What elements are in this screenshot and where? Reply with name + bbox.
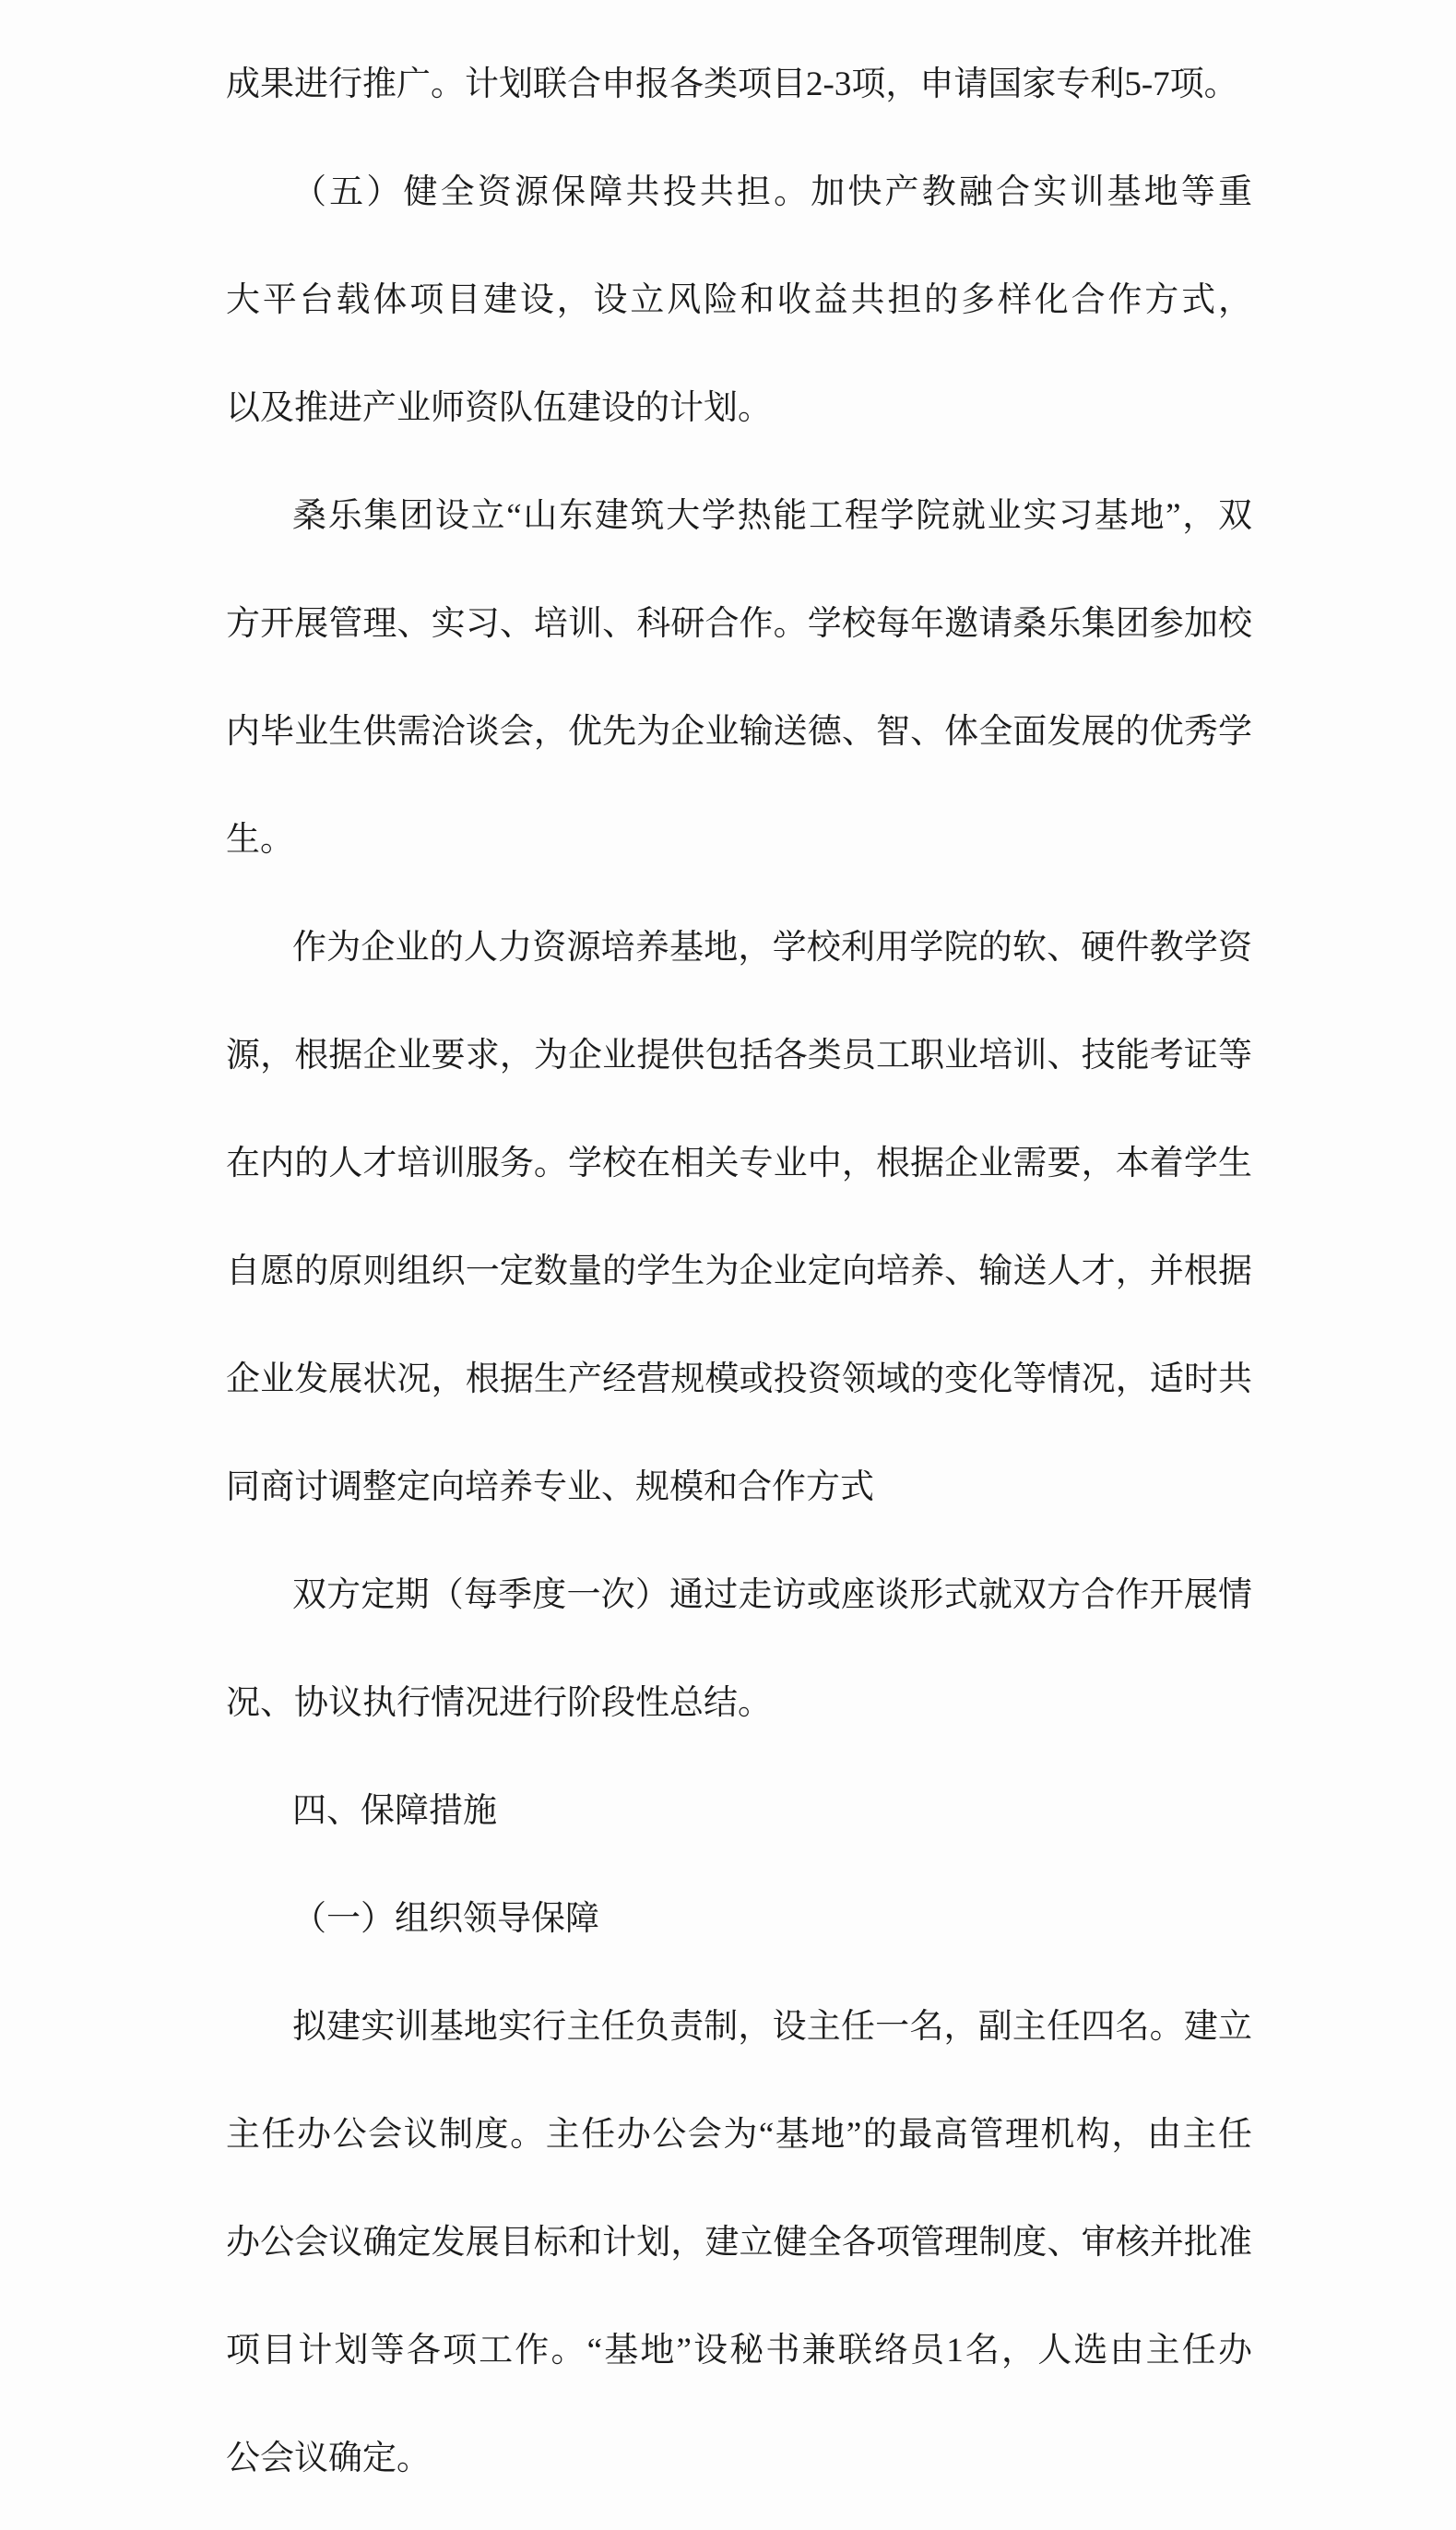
text-line: 作为企业的人力资源培养基地，学校利用学院的软、硬件教学资 [292, 929, 1252, 967]
text-line: 况、协议执行情况进行阶段性总结。 [226, 1684, 772, 1722]
text-line: 桑乐集团设立“山东建筑大学热能工程学院就业实习基地”，双 [292, 497, 1252, 535]
text-line: 方开展管理、实习、培训、科研合作。学校每年邀请桑乐集团参加校 [226, 605, 1252, 643]
text-line: 成果进行推广。计划联合申报各类项目2-3项，申请国家专利5-7项。 [226, 65, 1238, 103]
text-line: 公会议确定。 [226, 2440, 431, 2477]
text-line: 项目计划等各项工作。“基地”设秘书兼联络员1名，人选由主任办 [226, 2332, 1252, 2370]
text-line: 内毕业生供需洽谈会，优先为企业输送德、智、体全面发展的优秀学 [226, 713, 1252, 751]
text-line: （五）健全资源保障共投共担。加快产教融合实训基地等重 [292, 173, 1252, 211]
text-line: 拟建实训基地实行主任负责制，设主任一名，副主任四名。建立 [292, 2008, 1252, 2046]
text-line: 主任办公会议制度。主任办公会为“基地”的最高管理机构，由主任 [226, 2116, 1252, 2154]
section-heading: 四、保障措施 [292, 1792, 497, 1830]
text-line: 双方定期（每季度一次）通过走访或座谈形式就双方合作开展情 [292, 1576, 1252, 1614]
text-line: 自愿的原则组织一定数量的学生为企业定向培养、输送人才，并根据 [226, 1253, 1252, 1290]
subsection-heading: （一）组织领导保障 [292, 1900, 599, 1938]
text-line: 同商讨调整定向培养专业、规模和合作方式 [226, 1468, 874, 1506]
text-line: 以及推进产业师资队伍建设的计划。 [226, 389, 772, 427]
text-line: 在内的人才培训服务。学校在相关专业中，根据企业需要，本着学生 [226, 1145, 1252, 1182]
document-text-block [226, 14, 1252, 2530]
text-line: 源，根据企业要求，为企业提供包括各类员工职业培训、技能考证等 [226, 1037, 1252, 1075]
text-line: 办公会议确定发展目标和计划，建立健全各项管理制度、审核并批准 [226, 2224, 1252, 2262]
text-line: 企业发展状况，根据生产经营规模或投资领域的变化等情况，适时共 [226, 1360, 1252, 1398]
text-line: 生。 [226, 821, 294, 859]
text-line: 大平台载体项目建设，设立风险和收益共担的多样化合作方式， [226, 281, 1252, 319]
